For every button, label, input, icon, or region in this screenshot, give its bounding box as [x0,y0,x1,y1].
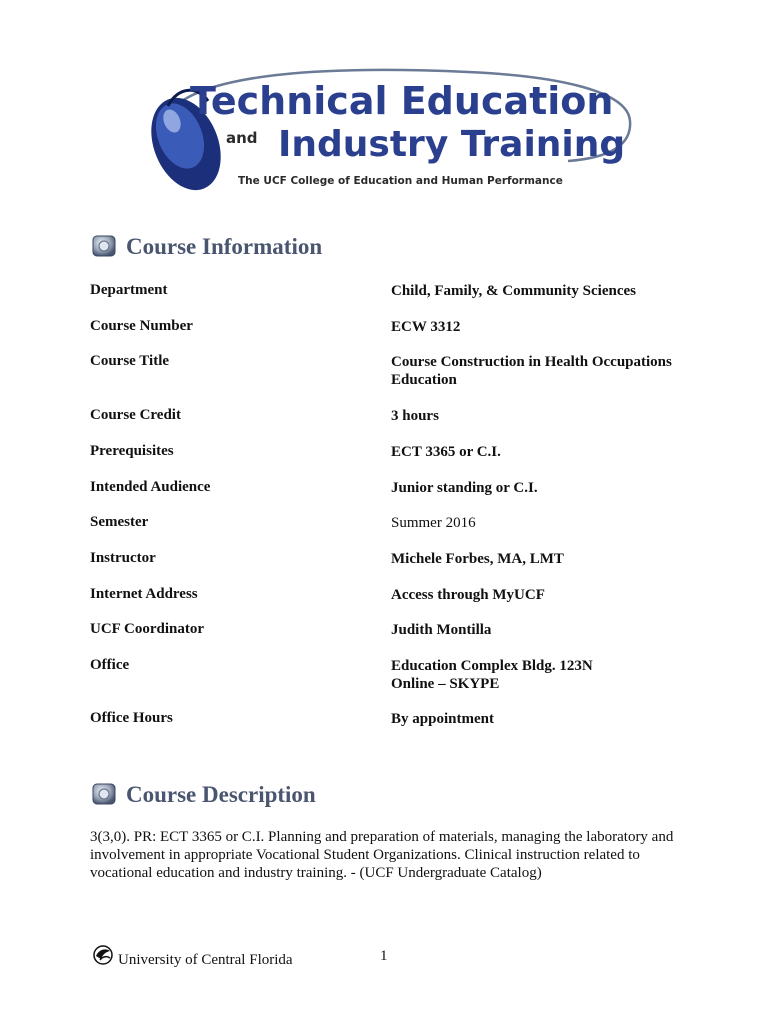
description-line: 3(3,0). PR: ECT 3365 or C.I. Planning and preparation of materials, managing the laboratory and [90,829,674,845]
info-value-line: Education Complex Bldg. 123N [391,658,593,674]
course-description-heading [92,782,316,808]
description-line: involvement in appropriate Vocational Student Organizations. Clinical instruction related to [90,847,640,863]
info-value-line: ECT 3365 or C.I. [391,444,501,460]
info-label: Semester [90,514,149,530]
logo-line1: Technical Education [190,79,614,123]
info-value-line: Judith Montilla [391,622,492,638]
info-label: Course Title [90,353,170,369]
bullet-icon [92,235,118,259]
course-information-title: Course Information [126,234,323,259]
info-value-line: Child, Family, & Community Sciences [391,283,637,299]
info-value [391,407,711,425]
info-label: Prerequisites [90,443,174,459]
logo-tagline: The UCF College of Education and Human Performance [238,175,563,187]
info-label: Course Number [90,318,193,334]
info-value [391,586,711,604]
info-value-line: Michele Forbes, MA, LMT [391,551,564,567]
info-value [391,318,711,336]
info-label: Instructor [90,550,156,566]
info-value [391,550,711,568]
logo-line2: Industry Training [278,124,626,165]
info-value-line: Online – SKYPE [391,676,500,692]
teit-logo [138,66,638,196]
info-value [391,621,711,639]
info-value-line: By appointment [391,711,494,727]
course-information-heading [92,234,322,260]
course-description-title: Course Description [126,782,316,807]
info-value [391,479,711,497]
info-value [391,657,711,693]
info-label: Office Hours [90,710,173,726]
info-value [391,443,711,461]
info-value-line: Education [391,372,457,388]
info-value-line: Access through MyUCF [391,587,545,603]
info-value [391,353,711,389]
course-description-text [90,828,690,882]
info-label: UCF Coordinator [90,621,205,637]
logo-and: and [226,129,258,147]
info-label: Office [90,657,130,673]
description-line: vocational education and industry training. - (UCF Undergraduate Catalog) [90,865,542,881]
info-value [391,514,711,532]
info-label: Department [90,282,168,298]
info-value-line: ECW 3312 [391,319,461,335]
info-label: Intended Audience [90,479,211,495]
info-value [391,282,711,300]
page-number: 1 [380,948,388,964]
footer-university: University of Central Florida [118,952,293,968]
info-value-line: Summer 2016 [391,515,476,531]
info-value-line: Junior standing or C.I. [391,480,538,496]
pegasus-logo-icon [92,944,114,966]
info-value-line: Course Construction in Health Occupations [391,354,672,370]
info-label: Internet Address [90,586,198,602]
info-value [391,710,711,728]
info-value-line: 3 hours [391,408,439,424]
info-label: Course Credit [90,407,181,423]
bullet-icon [92,783,118,807]
